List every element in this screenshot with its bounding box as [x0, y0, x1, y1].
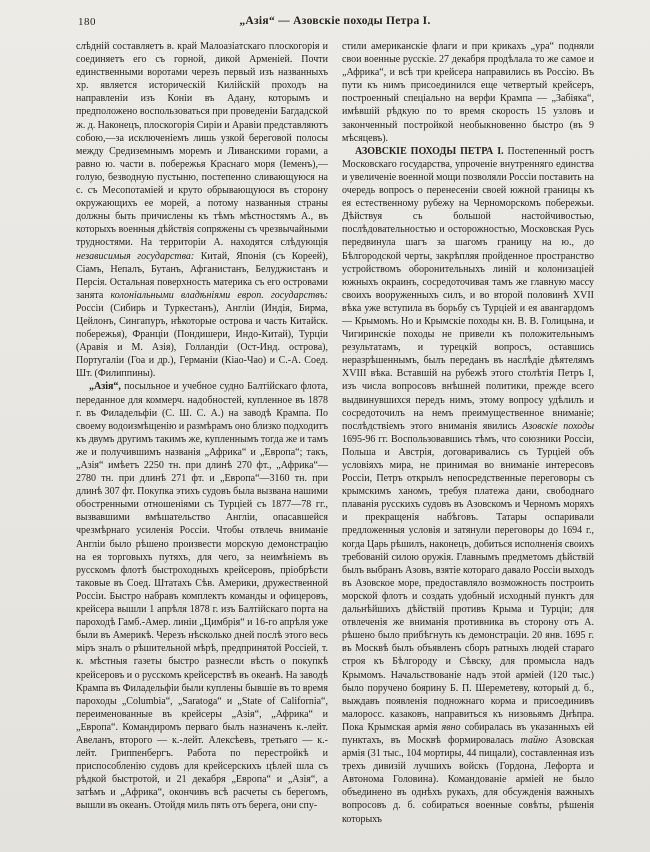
- text-segment-italic: Азовскіе походы: [522, 420, 594, 432]
- right-column: [342, 40, 594, 826]
- text-segment: Азовская армія (31 тыс., 104 мортиры, 44 пищали), составленная изъ трехъ дивизій лучшихъ войскъ (Гордона, Лефорта и Автонома Головина). Командованіе арміей не было объединено въ однѣхъ рукахъ, для обсужденія важныхъ вопросовъ д. б. собираться военные совѣты, рѣшенія которыхъ: [342, 734, 595, 825]
- text-segment-italic: колоніальными владѣніями европ. государствъ:: [110, 289, 328, 301]
- text-segment: стили американскіе флаги и при крикахъ „ура“ подняли свои военные русскіе. 27 декабря продѣлала то же самое и „Африка“, и всѣ три крейсера направились въ Россію. Въ пути къ нимъ присоединился еще четвертый крейсеръ, построенный спеціально на верфи Крампа — „Забіяка“, имѣвшій рѣдкую по то время скорость 15 узловъ и законченный постройкой необыкновенно быстро (въ 9 мѣсяцевъ).: [342, 41, 594, 144]
- left-column: [76, 40, 328, 826]
- entry-title-asia-ship: „Азія“,: [89, 381, 121, 393]
- page-header: [76, 14, 594, 32]
- text-segment: Постепенный ростъ Московскаго государства, упроченіе внутренняго единства и увеличеніе военной мощи позволяли Россіи поставить на очередь вопросъ о перенесеніи своей южной границы къ ея естественному рубежу на Черноморскомъ побережьи. Дѣйствуя съ большой настойчивостью, послѣдовательностью и осторожностью, Московская Русь передвинула шагъ за шагомъ границу на ю., до Бѣлгородской черты, закрѣпляя пройденное пространство устройствомъ оборонительныхъ линій и колонизаціей южныхъ окраинъ, сосредоточивая тамъ же главную массу своихъ вооруженныхъ силъ, и во второй половинѣ XVII вѣка уже вступила въ борьбу съ Турціей и ея авангардомъ — Крымомъ. Но и Крымскіе походы кн. В. В. Голицына, и Чигиринскіе походы не привели къ положительнымъ результатамъ, и турецкій вопросъ, оставшись неразрѣшеннымъ, былъ переданъ въ наслѣдіе дѣятелямъ XVIII вѣка. Вставшій на рубежѣ этого столѣтія Петръ I, изъ числа вопросовъ внѣшней политики, прежде всего выдвинувшихся передъ нимъ, этому вопросу удѣлилъ и сосредоточилъ на немъ преимущественное вниманіе; послѣдствіемъ этого вниманія явились: [342, 145, 594, 432]
- text-segment-italic: тайно: [520, 734, 548, 746]
- text-segment: собиралась въ указанныхъ ей пунктахъ, въ Москвѣ формировалась: [342, 721, 594, 746]
- paragraph-asia-ship-continuation: [342, 40, 594, 145]
- paragraph-asia-ship-entry: [76, 380, 328, 812]
- text-segment-italic: явно: [441, 721, 461, 733]
- text-segment: Россіи (Сибирь и Туркестанъ), Англіи (Индія, Бирма, Цейлонъ, Сингапуръ, нѣкоторые острова и часть Китайск. побережья), Франціи (Пондишери, Индо-Китай), Турціи (Аравія и М. Азія), Голландіи (Ост-Инд. острова), Португаліи (Гоа и др.), Германіи (Кіао-Чао) и С.-А. Соед. Шт. (Филиппины).: [76, 302, 328, 380]
- page-number: 180: [78, 16, 96, 28]
- entry-title-azov-campaigns: АЗОВСКІЕ ПОХОДЫ ПЕТРА I.: [355, 145, 504, 157]
- paragraph-asia-geography-continuation: [76, 40, 328, 380]
- paragraph-azov-campaigns-entry: [342, 145, 594, 826]
- page-header-title: „Азія“ — Азовскіе походы Петра I.: [239, 15, 431, 27]
- text-columns: [76, 40, 594, 826]
- text-segment: 1695-96 гг. Воспользовавшись тѣмъ, что союзники Россіи, Польша и Австрія, договаривались съ Турціей объ условіяхъ мира, не принимая во вниманіе интересовъ Россіи, Петръ открылъ непосредственные переговоры съ крымскимъ ханомъ, требуя платежа дани, свободнаго плаванія русскихъ судовъ въ Азовскомъ и Черномъ моряхъ и прекращенія набѣговъ. Татары оспаривали предложенныя условія и затянули переговоры до 1694 г., когда Царь рѣшилъ, наконецъ, добиться исполненія своихъ требованій силою оружія. Главнымъ предметомъ дѣйствій былъ выбранъ Азовъ, взятіе котораго давало Россіи выходъ въ Азовское море, предоставляло возможность построить морской флотъ и создать удобный исходный пунктъ для дальнѣйшихъ дѣйствій противъ Крыма и Турціи; для отвлеченія же вниманія противника въ сторону отъ А. рѣшено было прибѣгнуть къ демонстраціи. 20 янв. 1695 г. въ Москвѣ былъ объявленъ сборъ ратныхъ людей стараго строя къ Бѣлгороду и Сѣвску, для промысла надъ Крымомъ. Начальствованіе надъ этой арміей (120 тыс.) было поручено боярину Б. П. Шереметеву, который д. б., выждавъ появленія подножнаго корма и присоединивъ малоросс. казаковъ, направиться къ низовьямъ Днѣпра. Пока Крымская армія: [342, 433, 594, 733]
- text-segment: посыльное и учебное судно Балтійскаго флота, переданное для коммерч. надобностей, купленное въ 1878 г. въ Филадельфіи (С. Ш. С. А.) на заводѣ Крампа. По своему водоизмѣщенію и размѣрамъ оно близко подходитъ къ двумъ другимъ такимъ же, купленнымъ тогда же и тамъ же и получившимъ названія „Африка“ и „Европа“; такъ, „Азія“ имѣетъ 2250 тн. при длинѣ 270 фт., „Африка“—2780 тн. при длинѣ 271 фт. и „Европа“—3160 тн. при длинѣ 307 фт. Покупка этихъ судовъ была вызвана нашими обостренными отношеніями съ Турціей съ 1877—78 гг., вызвавшими вмѣшательство Англіи, опасавшейся чрезмѣрнаго усиленія Россіи. Чтобы отвлечь вниманіе Англіи было рѣшено произвести морскую демонстрацію на ея торговыхъ путяхъ, для чего, за неимѣніемъ въ русскомъ флотѣ быстроходныхъ крейсеровъ, пріобрѣсти таковые въ Соед. Штатахъ Сѣв. Америки, дружественной Россіи. Быстро набравъ комплектъ команды и офицеровъ, крейсера вышли 1 апрѣля 1878 г. изъ Балтійскаго порта на пароходѣ Гамб.-Амер. линіи „Цимбрія“ и 16-го апрѣля уже были въ Америкѣ. Черезъ нѣсколько дней послѣ этого весь міръ зналъ о рѣшительной мѣрѣ, предпринятой Россіей, т. к. мѣстныя газеты быстро разнесли вѣсть о покупкѣ крейсеровъ и о русскомъ крейсерствѣ въ океанѣ. На заводѣ Крампа въ Филадельфіи были куплены бывшіе въ то время пароходы „Columbia“, „Saratoga“ и „State of California“, переименованные въ крейсеры „Азія“, „Африка“ и „Европа“. Командиромъ перваго былъ назначенъ к.-лейт. Авеланъ, второго — к.-лейт. Алексѣевъ, третьяго — к.-лейт. Гриппенбергъ. Работа по перестройкѣ и приспособленію судовъ для крейсерскихъ цѣлей шла съ рѣдкой быстротой, и 21 декабря „Европа“ и „Азія“, а затѣмъ и „Африка“, окончивъ всѣ расчеты съ берегомъ, вышли въ океанъ. Отойдя миль пять отъ берега, они спу-: [76, 381, 328, 812]
- text-segment: слѣдній составляетъ в. край Малоазіатскаго плоскогорія и соединяетъ его съ горной, дикой Арменіей. Почти единственными воротами черезъ первый изъ названныхъ хр. является историческій Килійскій проходъ на направленіи изъ Коніи въ Адану, которымъ и предположено воспользоваться при проведеніи Багдадской ж. д. Наконецъ, плоскогорія Сиріи и Аравіи представляютъ собою,—за исключеніемъ лишь узкой береговой полосы между Средиземнымъ моремъ и Ливанскими горами, а равно ю. части в. побережья Краснаго моря (Іеменъ),—голую, безводную пустыню, постепенно сливающуюся на с. съ Месопотаміей и круто обрывающуюся въ сторону окружающихъ ее морей, а потому названныя страны должны быть причислены къ тѣмъ мѣстностямъ А., въ которыхъ военныя дѣйствія сопряжены съ чрезвычайными трудностями. На территоріи А. находятся слѣдующія: [76, 41, 328, 249]
- text-segment-italic: независимыя государства:: [76, 250, 195, 262]
- text-segment: Китай, Японія (съ Кореей), Сіамъ, Непалъ, Бутанъ, Афганистанъ, Белуджистанъ и Персія. Остальная поверхность материка съ его островами занята: [76, 250, 328, 301]
